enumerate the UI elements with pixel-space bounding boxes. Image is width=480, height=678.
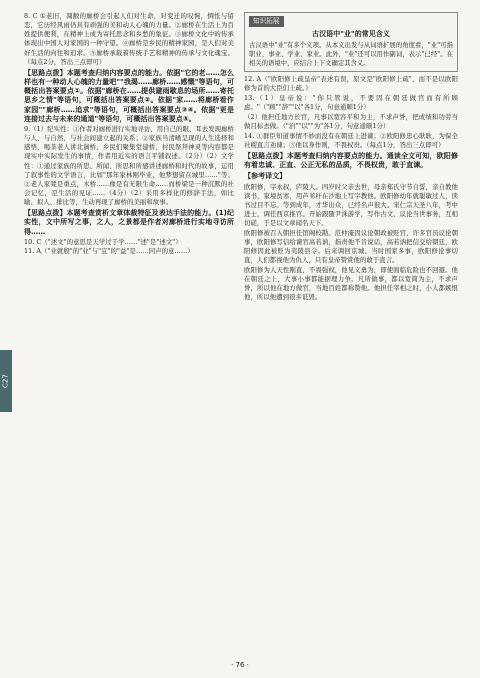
answer-paragraph: （2）他担任地方长官，凡事以宽容平和为主，不求声誉，把成绩和功劳当做目标去做。（"治""以""为"各1分，句意通顺1分）: [244, 112, 458, 131]
right-column-text: [244, 75, 458, 302]
section-note: 【思路点拨】本题考查归纳内容要点的能力。通读全文可知，欧阳修有着忠诚、正直、公正无私的品质，不畏权贵，敢于直谏。: [244, 152, 458, 170]
answer-paragraph: 12. A（"欧阳修上疏皇帝"表述有误，原文是"欧阳修上疏"，而不是以欧阳修为首的大臣们上疏。）: [244, 75, 458, 93]
answer-paragraph: 9.（1）纪实性：①作者对廊桥进行实地寻访，用自己的眼、耳去发现廊桥与人、与自然、与社会间建立起的关系；②家族当清晰呈现的人生选择和感悟，喝茶老人讲北涧桥、乡民们聚集堂建桥、村民祭拜神灵等内容都是现实中实际发生的事情，作者用近实的语言平铺叙述。（2分）（2）文学性：①通过家族的所思、所闻、所思和所感讲述廊桥和时代的故事，运用了叙事性的文学语言，比如"那年家林刚毕业，他梦想留在城里……"等；②老人家凳是重点，木桥……像是有无限生命……而桥梁是一种沉默的社会记忆，是生活的见证……（4分）（2）采用多样化的修辞手法，如比喻、拟人、排比等，生动再现了廊桥的美丽和故事。: [24, 124, 234, 207]
knowledge-box: [244, 12, 458, 72]
answer-paragraph: 11. A（"业就殷"的"业"与"宜"的"益"是……同声的意……）: [24, 247, 194, 256]
section-note: 【思路点拨】本题考查赏析文章体裁特征及表达手法的能力。(1)纪实性，文中所写之事，之人，之景都是作者对廊桥进行实地寻访所得……: [24, 209, 234, 236]
page-number: · 76 ·: [231, 661, 249, 669]
answer-paragraph: 8. C ①老旧，凋敝的廊桥会引起人们对生命、对变迁的叹惋，惆怅与留恋，它历经风雨仍具有顽强的美和动人心魄的力量。②廊桥在生活上为百姓提供便利，在精神上成为寄托思念和乡愁的象征。③廊桥文化中的传承体现出中国人对家国的一种守望。④廊桥是乡民的精神家园，是人们对美好生活的向往和追求。⑤廊桥承载着传统手艺和精神的传承与文化魂宝。（每点2分，答出三点即可）: [24, 12, 234, 66]
answer-paragraph: 13.（1）皇帝说："你只管说，不要因在朝廷做官而有所顾虑。"（"顾""辞""以"各1分，句意通顺1分）: [244, 94, 458, 112]
section-note: 【思路点拨】本题考查归纳内容要点的能力。依据"它的老……怎么样也有一种动人心魄的力量吧""我渴……廊桥……感慨"等语句，可概括出答案要点①。依据"廊桥在……提供避雨歇息的场所……寄托思乡之情"等语句，可概括出答案要点②。依据"家……将廊桥看作家园""廊桥……追求"等语句，可概括出答案要点③④。依据"更是连接过去与未来的通道"等语句，可概括出答案要点⑤。: [24, 68, 234, 123]
right-column: [244, 12, 458, 303]
knowledge-box-label: 知识拓展: [249, 16, 284, 27]
knowledge-box-body: 古汉语中"业"有多个义项。从本义出发与从词语扩展的角度看，"业"可指职业、事业、学业、家业。此外，"业"还可以用作副词，表示"已经"。在相关的语境中，应结合上下文确定其含义。: [249, 42, 453, 68]
answer-paragraph: 欧阳修，字永叔，庐陵人。四岁时父亲去世，母亲郑氏守节自誓，亲自教他读书，家境贫寒，用芦苇秆在沙地上写字教他。欧阳修幼年就聪敏过人，读书过目不忘。等到成年，才华出众，已经名声很大。宋仁宗天圣八年，考中进士，调任西京推官。开始跟随尹洙游学，写作古文，议论当世事务，互相切磋，于是以文章闻名天下。: [244, 182, 458, 228]
answer-paragraph: 14. ①群臣知道事情不妙而没有在朝廷上进谏；②欧阳修忠心耿耿，为保全社稷直言劝谏；③他以身作则，不畏权贵。（每点1分，答出三点即可）: [244, 131, 458, 149]
left-column: [24, 12, 234, 257]
answer-paragraph: 10. C（"述文"的意思是天学过于学……"述"是"述文"）: [24, 237, 182, 246]
answer-paragraph: 欧阳修被召入朝担任馆阁校勘。范仲淹因议论朝政被贬官，许多官员议论朝事，欧阳修写信给谏官高若讷，指责他不肯说话，高若讷把信交给朝廷，欧阳修因此被贬为夷陵县令。后来调回京城。当时国家多事，欧阳修论事切直，人们都视他为仇人，只有皇帝赞赏他的敢于直言。: [244, 228, 458, 265]
answer-paragraph: 欧阳修为人天性刚直，不畏强权，他见义勇为，即使面临危险也不回避。他在朝廷之上，大事小事都能据理力争。凡所做事，都以宽简为主，不求声誉，所以他在地方做官，当地百姓都称赞他。他担任宰相之时，小人都嫉恨他，所以他遭到很多诋毁。: [244, 265, 458, 302]
side-tab: C27: [0, 350, 12, 412]
section-note: 【参考译文】: [244, 172, 287, 181]
knowledge-box-title: 古汉语中"业"的常见含义: [312, 30, 390, 39]
